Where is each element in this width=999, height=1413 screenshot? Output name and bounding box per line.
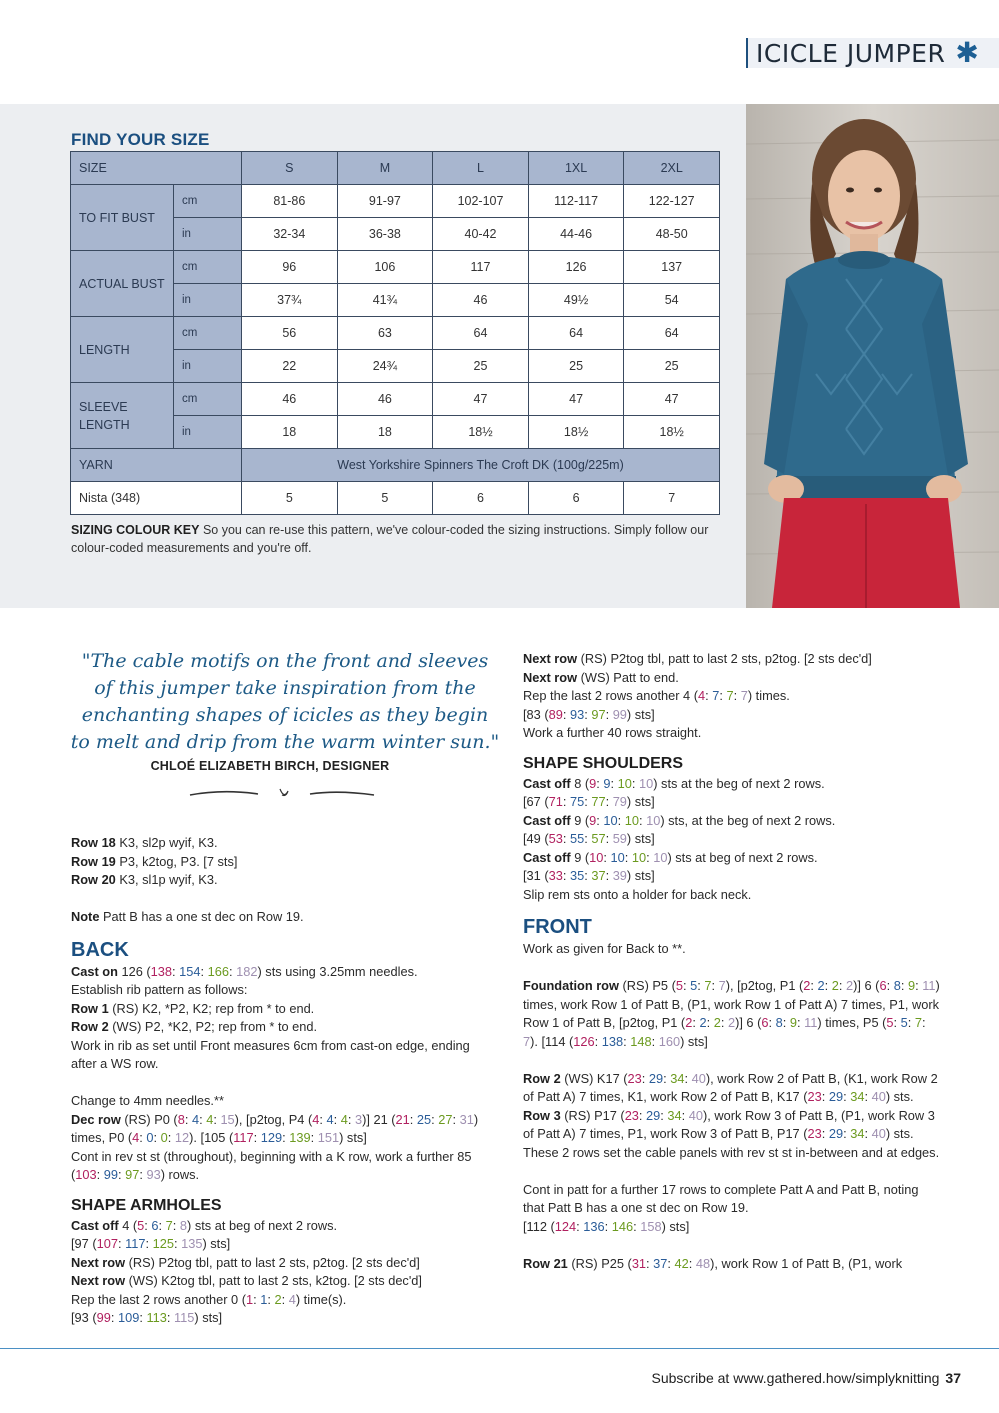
- table-cell: 25: [528, 350, 624, 383]
- model-photo-illustration: [746, 104, 999, 608]
- table-cell: 122-127: [624, 185, 720, 218]
- table-cell: 32-34: [242, 218, 338, 251]
- table-cell: 18: [337, 416, 433, 449]
- footer: [652, 1370, 962, 1386]
- table-row: [71, 317, 720, 350]
- model-photo: [746, 104, 999, 608]
- table-cell: 6: [528, 482, 624, 515]
- unit-cm: cm: [174, 251, 242, 284]
- nista-row: [71, 482, 720, 515]
- table-cell: 18½: [433, 416, 529, 449]
- pattern-right-column: Next row (RS) P2tog tbl, patt to last 2 sts, p2tog. [2 sts dec'd] Next row (WS) Patt to end. Rep the last 2 rows another 4 (4: 7: 7: 7) times. [83 (89: 93: 97: 99) sts] Work a further 40 rows straight. SHAPE SHOULDERS Cast off 8 (9: 9: 10: 10) sts at the beg of next 2 rows. [67 (71: 75: 77: 79) sts] Cast off 9 (9: 10: 10: 10) sts, at the beg of next 2 rows. [49 (53: 55: 57: 59) sts] Cast off 9 (10: 10: 10: 10) sts at beg of next 2 rows. [31 (33: 35: 37: 39) sts] Slip rem sts onto a holder for back neck. FRONT Work as given for Back to **. Foundation row (RS) P5 (5: 5: 7: 7), [p2tog, P1 (2: 2: 2: 2)] 6 (6: 8: 9: 11) times, work Row 1 of Patt B, (P1, work Row 1 of Patt A) 7 times, P1, work Row 1 of Patt B, [p2tog, P1 (2: 2: 2: 2)] 6 (6: 8: 9: 11) times, P5 (5: 5: 7: 7). [114 (126: 138: 148: 160) sts] Row 2 (WS) K17 (23: 29: 34: 40), work Row 2 of Patt B, (K1, work Row 2 of Patt A) 7 times, K1, work Row 2 of Patt B, K17 (23: 29: 34: 40) sts. Row 3 (RS) P17 (23: 29: 34: 40), work Row 3 of Patt B, (P1, work Row 3 of Patt A) 7 times, P1, work Row 3 of Patt B, P17 (23: 29: 34: 40) sts. These 2 rows set the cable panels with rev st st in-between and at edges. Cont in patt for a further 17 rows to complete Patt A and Patt B, noting that Patt B has a one st dec on Row 19. [112 (124: 136: 146: 158) sts] Row 21 (RS) P25 (31: 37: 42: 48), work Row 1 of Patt B, (P1, work: [523, 650, 943, 1273]
- sizing-colour-key: [71, 521, 711, 557]
- pattern-left-column: Row 18 K3, sl2p wyif, K3. Row 19 P3, k2tog, P3. [7 sts] Row 20 K3, sl1p wyif, K3. Note Patt B has a one st dec on Row 19. BACK Cast on 126 (138: 154: 166: 182) sts using 3.25mm needles. Establish rib pattern as follows: Row 1 (RS) K2, *P2, K2; rep from * to end. Row 2 (WS) P2, *K2, P2; rep from * to end. Work in rib as set until Front measures 6cm from cast-on edge, ending after a WS row. Change to 4mm needles.** Dec row (RS) P0 (8: 4: 4: 15), [p2tog, P4 (4: 4: 4: 3)] 21 (21: 25: 27: 31) times, P0 (4: 0: 0: 12). [105 (117: 129: 139: 151) sts] Cont in rev st st (throughout), beginning with a K row, work a further 85 (103: 99: 97: 93) rows. SHAPE ARMHOLES Cast off 4 (5: 6: 7: 8) sts at beg of next 2 rows. [97 (107: 117: 125: 135) sts] Next row (RS) P2tog tbl, patt to last 2 sts, p2tog. [2 sts dec'd] Next row (WS) K2tog tbl, patt to last 2 sts, k2tog. [2 sts dec'd] Rep the last 2 rows another 0 (1: 1: 2: 4) time(s). [93 (99: 109: 113: 115) sts]: [71, 834, 491, 1328]
- table-cell: 36-38: [337, 218, 433, 251]
- table-cell: 5: [242, 482, 338, 515]
- size-s: S: [242, 152, 338, 185]
- table-cell: 126: [528, 251, 624, 284]
- table-cell: 112-117: [528, 185, 624, 218]
- table-cell: 64: [433, 317, 529, 350]
- table-cell: 48-50: [624, 218, 720, 251]
- row-label: LENGTH: [71, 317, 174, 383]
- size-l: L: [433, 152, 529, 185]
- unit-cm: cm: [174, 317, 242, 350]
- back-heading: BACK: [71, 938, 129, 961]
- nista-label: Nista (348): [71, 482, 242, 515]
- page-header: [746, 38, 999, 68]
- page-number: 37: [945, 1370, 961, 1386]
- table-row: [71, 185, 720, 218]
- size-header-row: [71, 152, 720, 185]
- table-cell: 96: [242, 251, 338, 284]
- shape-armholes-heading: SHAPE ARMHOLES: [71, 1196, 222, 1214]
- table-cell: 137: [624, 251, 720, 284]
- table-cell: 47: [528, 383, 624, 416]
- table-cell: 25: [433, 350, 529, 383]
- table-cell: 22: [242, 350, 338, 383]
- table-cell: 24¾: [337, 350, 433, 383]
- table-cell: 81-86: [242, 185, 338, 218]
- yarn-name: West Yorkshire Spinners The Croft DK (100g/225m): [242, 449, 720, 482]
- unit-cm: cm: [174, 383, 242, 416]
- table-cell: 47: [433, 383, 529, 416]
- size-table: [70, 151, 720, 515]
- table-cell: 18: [242, 416, 338, 449]
- table-cell: 7: [624, 482, 720, 515]
- colour-key-title: SIZING COLOUR KEY: [71, 523, 200, 537]
- size-m: M: [337, 152, 433, 185]
- yarn-label: YARN: [71, 449, 242, 482]
- table-row: [71, 251, 720, 284]
- table-cell: 5: [337, 482, 433, 515]
- unit-in: in: [174, 350, 242, 383]
- flourish-icon: [188, 783, 378, 807]
- unit-cm: cm: [174, 185, 242, 218]
- table-cell: 117: [433, 251, 529, 284]
- table-cell: 41¾: [337, 284, 433, 317]
- table-cell: 18½: [528, 416, 624, 449]
- table-cell: 18½: [624, 416, 720, 449]
- table-cell: 37¾: [242, 284, 338, 317]
- unit-in: in: [174, 416, 242, 449]
- quote-author: CHLOÉ ELIZABETH BIRCH, DESIGNER: [150, 759, 390, 773]
- colour-key-text: So you can re-use this pattern, we've colour-coded the sizing instructions. Simply follow our colour-coded measurements and you're off.: [71, 523, 709, 555]
- table-cell: 25: [624, 350, 720, 383]
- table-cell: 47: [624, 383, 720, 416]
- pattern-title: ICICLE JUMPER: [756, 38, 946, 68]
- table-cell: 49½: [528, 284, 624, 317]
- size-1xl: 1XL: [528, 152, 624, 185]
- table-cell: 64: [624, 317, 720, 350]
- table-cell: 6: [433, 482, 529, 515]
- subscribe-link[interactable]: Subscribe at www.gathered.how/simplyknitting: [651, 1370, 940, 1386]
- yarn-row: [71, 449, 720, 482]
- table-cell: 56: [242, 317, 338, 350]
- table-cell: 64: [528, 317, 624, 350]
- table-cell: 91-97: [337, 185, 433, 218]
- shape-shoulders-heading: SHAPE SHOULDERS: [523, 754, 684, 772]
- size-2xl: 2XL: [624, 152, 720, 185]
- table-cell: 106: [337, 251, 433, 284]
- table-cell: 54: [624, 284, 720, 317]
- unit-in: in: [174, 284, 242, 317]
- table-cell: 44-46: [528, 218, 624, 251]
- size-label: SIZE: [71, 152, 242, 185]
- row-label: TO FIT BUST: [71, 185, 174, 251]
- designer-quote: "The cable motifs on the front and sleeves of this jumper take inspiration from the enchanting shapes of icicles as they begin to melt and drip from the warm winter sun.": [70, 650, 500, 753]
- table-row: [71, 383, 720, 416]
- table-cell: 102-107: [433, 185, 529, 218]
- table-cell: 63: [337, 317, 433, 350]
- table-cell: 40-42: [433, 218, 529, 251]
- footer-divider: [0, 1348, 999, 1349]
- table-cell: 46: [433, 284, 529, 317]
- table-cell: 46: [337, 383, 433, 416]
- row-label: SLEEVE LENGTH: [71, 383, 174, 449]
- find-your-size-heading: FIND YOUR SIZE: [71, 130, 210, 149]
- table-cell: 46: [242, 383, 338, 416]
- asterisk-icon: ✱: [955, 37, 979, 68]
- front-heading: FRONT: [523, 916, 592, 938]
- row-label: ACTUAL BUST: [71, 251, 174, 317]
- unit-in: in: [174, 218, 242, 251]
